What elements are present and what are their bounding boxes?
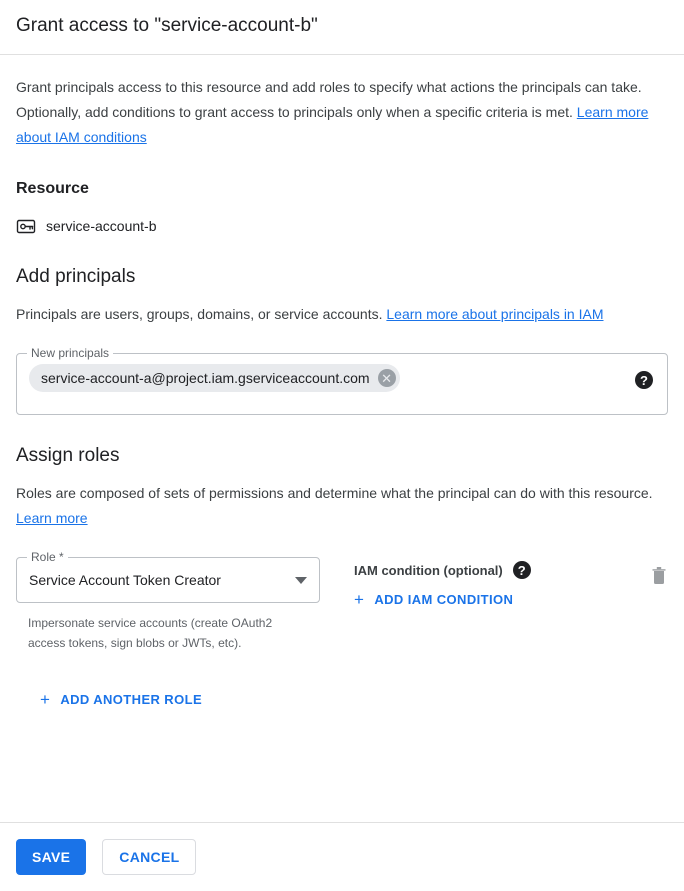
intro-paragraph (16, 75, 666, 150)
resource-row (16, 216, 668, 236)
dialog-body (0, 75, 684, 710)
roles-description-text: Roles are composed of sets of permissions and determine what the principal can do with this resource. (16, 485, 653, 501)
resource-heading: Resource (16, 180, 89, 197)
save-button[interactable]: SAVE (16, 839, 86, 875)
plus-icon: + (354, 590, 365, 609)
new-principals-field[interactable] (16, 346, 668, 415)
principals-description-text: Principals are users, groups, domains, or service accounts. (16, 306, 383, 322)
plus-icon: + (40, 690, 51, 709)
trash-icon[interactable] (650, 565, 668, 590)
role-select[interactable] (16, 550, 320, 603)
new-principals-label: New principals (27, 346, 113, 360)
page-title: Grant access to "service-account-b" (16, 15, 318, 36)
iam-condition-label: IAM condition (optional) (354, 562, 503, 578)
principal-chip[interactable] (29, 364, 400, 392)
add-principals-heading: Add principals (16, 266, 136, 287)
role-select-value: Service Account Token Creator (29, 572, 221, 588)
add-iam-condition-label: ADD IAM CONDITION (374, 592, 514, 607)
dialog-footer (0, 822, 684, 891)
role-description-text: Impersonate service accounts (create OAuth2 access tokens, sign blobs or JWTs, etc). (28, 616, 273, 650)
iam-condition-column (354, 557, 628, 610)
close-icon[interactable]: ✕ (378, 369, 396, 387)
role-column (16, 550, 320, 653)
principal-chip-label: service-account-a@project.iam.gserviceaccount.com (41, 370, 370, 386)
service-account-icon (16, 216, 36, 236)
roles-description (16, 481, 666, 531)
help-icon[interactable]: ? (635, 371, 653, 389)
delete-role-column (628, 557, 668, 590)
intro-text: Grant principals access to this resource and add roles to specify what actions the principals can take. Optionally, add conditions to grant access to principals only when a specific criteria is met. (16, 79, 642, 120)
role-row (16, 550, 668, 653)
dialog-header (0, 0, 684, 55)
add-another-role-wrap (40, 679, 668, 710)
iam-condition-header (354, 561, 628, 579)
add-iam-condition-button[interactable] (354, 591, 513, 608)
add-another-role-button[interactable] (40, 691, 202, 708)
role-select-label: Role * (27, 550, 68, 564)
iam-conditions-learn-more-link[interactable]: Learn more about IAM conditions (16, 104, 649, 145)
add-another-role-label: ADD ANOTHER ROLE (60, 692, 203, 707)
help-icon[interactable]: ? (513, 561, 531, 579)
assign-roles-heading: Assign roles (16, 445, 120, 466)
chevron-down-icon[interactable] (295, 577, 307, 584)
cancel-button[interactable]: CANCEL (102, 839, 196, 875)
principals-learn-more-link[interactable]: Learn more about principals in IAM (386, 306, 604, 322)
roles-learn-more-link[interactable]: Learn more (16, 510, 88, 526)
resource-name: service-account-b (46, 218, 157, 234)
principals-description (16, 302, 666, 327)
